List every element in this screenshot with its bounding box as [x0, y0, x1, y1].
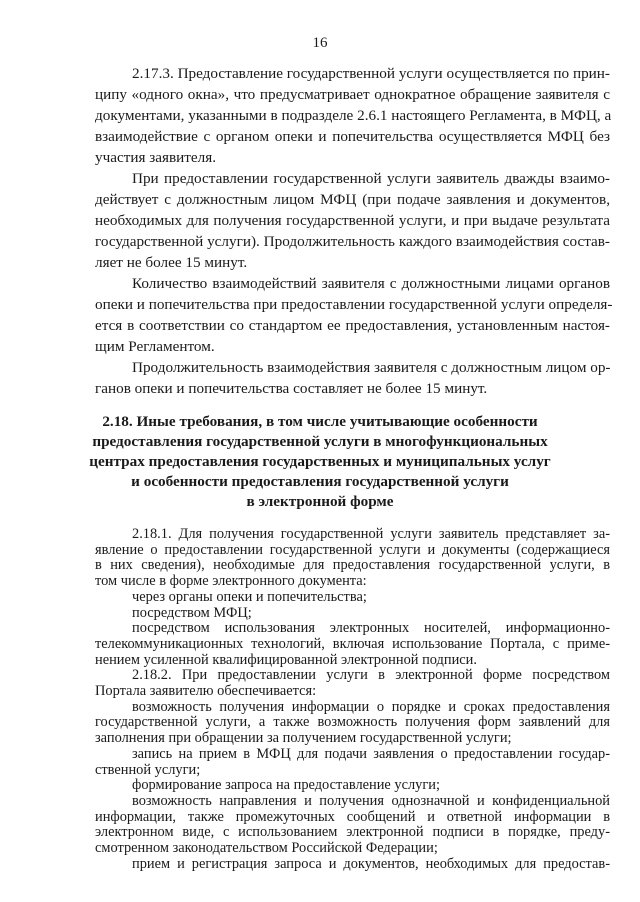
text-line: участия заявителя. — [95, 149, 217, 166]
section-heading: центрах предоставления государственных и муниципальных услуг — [89, 453, 551, 470]
list-item: возможность направления и получения однозначной и конфиденциальной — [132, 792, 610, 809]
text-line: щим Регламентом. — [95, 338, 215, 355]
text-line: том числе в форме электронного документа: — [95, 573, 367, 590]
text-line: 2.18.1. Для получения государственной услуги заявитель представляет за- — [132, 526, 610, 542]
section-heading: предоставления государственной услуги в многофункциональных — [92, 433, 548, 450]
list-item: посредством использования электронных носителей, информационно- — [132, 620, 610, 637]
section-heading: в электронной форме — [246, 493, 394, 510]
text-line: Количество взаимодействий заявителя с должностными лицами органов — [132, 275, 610, 292]
text-line: документами, указанными в подразделе 2.6.1 настоящего Регламента, в МФЦ, а — [95, 107, 612, 124]
text-line: необходимых для получения государственной услуги, и при выдаче результата — [95, 212, 610, 229]
text-line: При предоставлении государственной услуги заявитель дважды взаимо- — [132, 170, 610, 187]
list-item: возможность получения информации о порядке и сроках предоставления — [132, 698, 610, 715]
text-line: нением усиленной квалифицированной электронной подписи. — [95, 651, 477, 668]
text-line: ляет не более 15 минут. — [95, 254, 248, 271]
list-item: формирование запроса на предоставление услуги; — [132, 777, 440, 794]
text-line: Продолжительность взаимодействия заявителя с должностным лицом ор- — [132, 359, 611, 376]
text-line: ципу «одного окна», что предусматривает однократное обращение заявителя с — [95, 86, 610, 103]
text-line: государственной услуги). Продолжительность каждого взаимодействия состав- — [95, 233, 610, 250]
list-item: через органы опеки и попечительства; — [132, 588, 367, 605]
text-line: электронном виде, с использованием электронной подписи в порядке, преду- — [95, 824, 610, 841]
section-heading: и особенности предоставления государственной услуги — [131, 473, 509, 490]
text-line: явление о предоставлении государственной услуги и документы (содержащиеся — [95, 541, 610, 558]
text-line: заполнения при обращении за получением государственной услуги; — [95, 730, 512, 747]
list-item: прием и регистрация запроса и документов, необходимых для предостав- — [132, 855, 610, 872]
text-line: ственной услуги; — [95, 761, 201, 778]
text-line: смотренном законодательством Российской Федерации; — [95, 840, 438, 856]
text-line: информации, также промежуточных сообщений и ответной информации в — [95, 808, 610, 825]
text-line: опеки и попечительства при предоставлении государственной услуги определя- — [95, 296, 613, 313]
list-item: посредством МФЦ; — [132, 604, 252, 621]
text-line: 2.17.3. Предоставление государственной услуги осуществляется по прин- — [132, 65, 610, 82]
text-line: государственной услуги, а также возможность получения форм заявлений для — [95, 714, 610, 731]
text-line: ется в соответствии со стандартом ее предоставления, установленным настоя- — [95, 317, 610, 334]
text-line: взаимодействие с органом опеки и попечительства осуществляется МФЦ без — [95, 128, 610, 145]
text-line: телекоммуникационных технологий, включая использование Портала, с приме- — [95, 635, 610, 652]
section-heading: 2.18. Иные требования, в том числе учитывающие особенности — [102, 413, 538, 430]
text-line: действует с должностным лицом МФЦ (при подаче заявления и документов, — [95, 191, 610, 208]
list-item: запись на прием в МФЦ для подачи заявления о предоставлении государ- — [132, 745, 610, 762]
text-line: ганов опеки и попечительства составляет не более 15 минут. — [95, 380, 488, 397]
text-line: в них сведения), необходимые для предоставления государственной услуги, в — [95, 557, 610, 574]
page-number: 16 — [312, 35, 328, 51]
text-line: Портала заявителю обеспечивается: — [95, 683, 317, 699]
text-line: 2.18.2. При предоставлении услуги в электронной форме посредством — [132, 667, 610, 684]
